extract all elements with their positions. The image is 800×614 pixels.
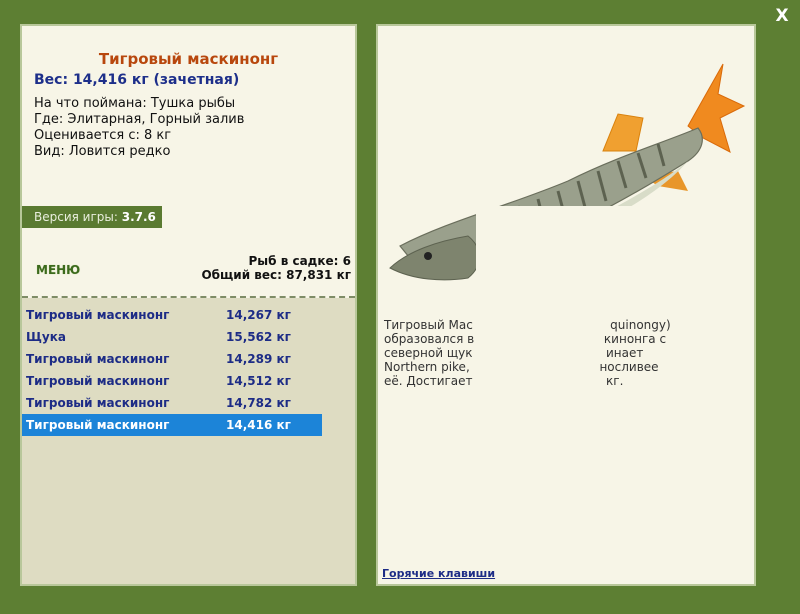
catch-row[interactable] [22,304,322,326]
keepnet-stats [201,254,351,282]
catch-row[interactable] [22,370,322,392]
keepnet-count: Рыб в садке: 6 [248,254,351,268]
fish-image-panel [376,24,756,586]
catch-row[interactable] [22,392,322,414]
catch-weight: 14,782 кг [226,396,291,410]
fish-title: Тигровый маскинонг [98,50,279,68]
fish-eye [424,252,432,260]
version-label: Версия игры: [34,210,118,224]
hotkeys-link[interactable]: Горячие клавиши [382,567,496,580]
dorsal-fin [603,114,643,151]
description-line: образовался в кинонга с [384,332,667,346]
catch-row[interactable] [22,326,322,348]
catch-weight: 14,416 кг [226,418,291,432]
catch-name: Тигровый маскинонг [26,352,170,366]
keepnet-total-weight: Общий вес: 87,831 кг [201,268,351,282]
catch-list [22,298,355,584]
catch-name: Щука [26,330,66,344]
fish-description [384,318,748,388]
description-line: северной щук инает [384,346,644,360]
fish-weight: Вес: 14,416 кг (зачетная) [34,72,240,88]
version-badge [22,206,162,228]
location: Где: Элитарная, Горный залив [34,112,245,127]
catch-weight: 15,562 кг [226,330,291,344]
fish-info-panel [20,24,357,586]
menu-button[interactable]: МЕНЮ [36,263,81,277]
description-line: её. Достигает кг. [384,374,624,388]
caught-with: На что поймана: Тушка рыбы [34,96,236,111]
description-line: Тигровый Мас quinongy) [384,318,671,332]
catch-row-selected[interactable] [22,414,322,436]
catch-name: Тигровый маскинонг [26,308,170,322]
catch-name: Тигровый маскинонг [26,418,170,432]
catch-name: Тигровый маскинонг [26,396,170,410]
close-button[interactable]: X [775,6,789,26]
catch-name: Тигровый маскинонг [26,374,170,388]
catch-weight: 14,512 кг [226,374,291,388]
rarity: Вид: Ловится редко [34,144,171,159]
catch-weight: 14,289 кг [226,352,291,366]
catch-weight: 14,267 кг [226,308,291,322]
version-number: 3.7.6 [121,210,156,224]
catch-row[interactable] [22,348,322,370]
value-threshold: Оценивается с: 8 кг [34,128,172,143]
description-line: Northern pike, носливее [384,360,659,374]
